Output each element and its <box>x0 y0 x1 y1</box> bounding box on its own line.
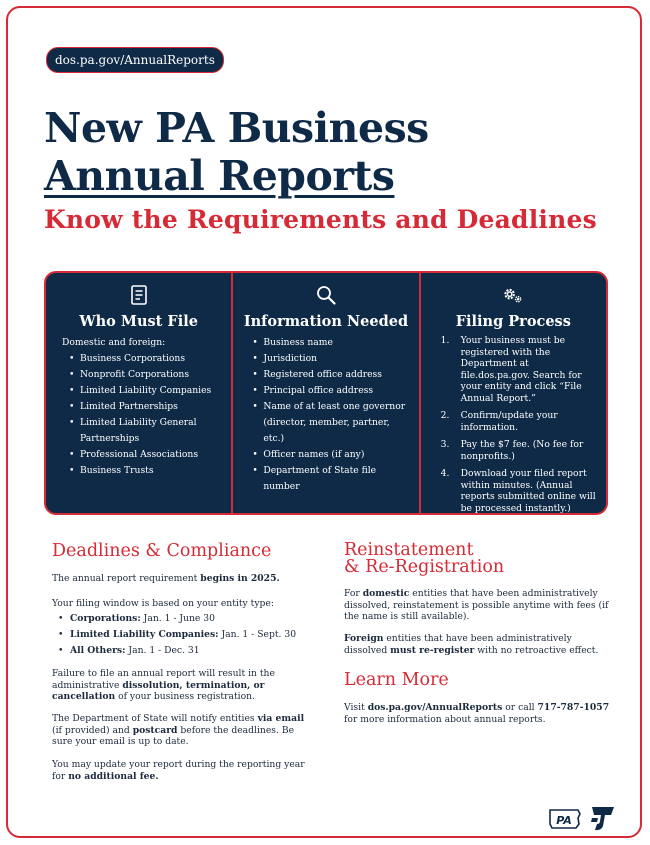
list-item: • Officer names (if any) <box>249 447 408 463</box>
list-item: • Professional Associations <box>66 447 221 463</box>
step-number: 3. <box>440 439 450 450</box>
step-text: Download your filed report within minutes. (Annual reports submitted online will be processed instantly.) <box>460 468 596 514</box>
date-range: Jan. 1 - June 30 <box>140 613 215 624</box>
deadlines-intro <box>52 573 312 585</box>
text: Failure to file an annual report will result in the administrative <box>52 668 275 691</box>
list-item: • Limited Liability General Partnerships <box>66 415 221 447</box>
page-subtitle: Know the Requirements and Deadlines <box>44 205 597 234</box>
who-must-file-heading: Who Must File <box>79 313 198 330</box>
reinstatement-heading <box>344 542 504 576</box>
emphasis: no additional fee. <box>68 770 159 782</box>
entity-label: All Others: <box>70 645 126 656</box>
emphasis: postcard <box>132 724 178 736</box>
emphasis: must re-register <box>390 644 475 656</box>
text: or call <box>502 702 538 713</box>
list-item: • Registered office address <box>249 367 408 383</box>
list-item <box>441 410 596 433</box>
deadline-list <box>52 611 296 659</box>
list-item: • Jurisdiction <box>249 351 408 367</box>
text: (if provided) and <box>52 724 133 736</box>
step-number: 4. <box>440 468 450 479</box>
text: with no retroactive effect. <box>474 644 599 656</box>
text: The Department of State will notify entities <box>52 713 258 724</box>
information-list <box>249 335 408 495</box>
gears-icon <box>502 284 524 306</box>
filing-process-column <box>419 273 606 513</box>
list-item: • Name of at least one governor (director, member, partner, etc.) <box>249 399 408 447</box>
list-item <box>441 468 596 514</box>
heading-line: Reinstatement <box>344 540 474 560</box>
emphasis: dissolution, termination, or cancellation <box>52 679 265 702</box>
text: of your business registration. <box>115 691 255 702</box>
information-needed-column <box>231 273 418 513</box>
who-must-file-column <box>46 273 231 513</box>
pa-logo-icon <box>550 810 580 828</box>
failure-warning <box>52 668 308 703</box>
text: The annual report requirement <box>52 573 201 584</box>
entity-type-list <box>62 351 221 479</box>
list-item: • Business name <box>249 335 408 351</box>
deadlines-heading: Deadlines & Compliance <box>52 541 272 561</box>
list-item <box>52 611 296 627</box>
update-text <box>52 759 308 782</box>
list-item: • Limited Partnerships <box>66 399 221 415</box>
list-item: • Nonprofit Corporations <box>66 367 221 383</box>
learn-more-heading: Learn More <box>344 670 449 690</box>
domestic-text <box>344 588 614 623</box>
emphasis: domestic <box>362 588 410 599</box>
text: entities that have been administratively dissolved <box>344 633 572 656</box>
text: Visit <box>344 702 368 713</box>
entity-label: Corporations: <box>70 613 141 624</box>
information-needed-heading: Information Needed <box>243 313 409 330</box>
filing-window-text: Your filing window is based on your entity type: <box>52 598 274 609</box>
list-item: • Principal office address <box>249 383 408 399</box>
filing-process-heading: Filing Process <box>455 313 571 330</box>
list-item <box>441 439 596 462</box>
step-text: Your business must be registered with the Department at file.dos.pa.gov. Search for your entity and click “File Annual Report.” <box>460 335 582 404</box>
emphasis: begins in 2025. <box>200 573 280 584</box>
list-item <box>52 627 296 643</box>
who-intro: Domestic and foreign: <box>62 337 166 348</box>
list-item: • Business Corporations <box>66 351 221 367</box>
title-line-2: Annual Reports <box>44 152 395 200</box>
keystone-logo-icon <box>591 807 614 830</box>
learn-more-text <box>344 702 614 725</box>
page-title <box>44 104 429 200</box>
document-icon <box>128 284 150 306</box>
text: before the deadlines. Be sure your email is up to date. <box>52 724 295 747</box>
heading-line: & Re-Registration <box>344 557 505 577</box>
url-badge[interactable]: dos.pa.gov/AnnualReports <box>46 47 224 73</box>
step-number: 1. <box>440 335 450 346</box>
pa-logo-text: PA <box>556 814 572 827</box>
list-item: • Business Trusts <box>66 463 221 479</box>
step-text: Pay the $7 fee. (No fee for nonprofits.) <box>460 439 584 462</box>
search-icon <box>315 284 337 306</box>
step-number: 2. <box>440 410 450 421</box>
emphasis: via email <box>257 713 305 724</box>
text: For <box>344 588 363 599</box>
notification-text <box>52 713 308 748</box>
text: entities that have been administratively dissolved, reinstatement is possible anytime with fees (if the name is still available). <box>344 588 609 622</box>
title-line-1: New PA Business <box>44 104 429 152</box>
filing-steps-list <box>441 335 596 514</box>
text: You may update your report during the reporting year for <box>52 759 305 782</box>
date-range: Jan. 1 - Sept. 30 <box>218 629 297 640</box>
entity-label: Limited Liability Companies: <box>70 629 219 640</box>
list-item <box>441 335 596 404</box>
list-item <box>52 643 296 659</box>
step-text: Confirm/update your information. <box>460 410 558 433</box>
requirements-panel <box>44 271 608 515</box>
list-item: • Department of State file number <box>249 463 408 495</box>
website-link[interactable]: dos.pa.gov/AnnualReports <box>367 702 503 713</box>
foreign-text <box>344 633 614 656</box>
text: for more information about annual reports. <box>344 713 546 725</box>
phone-number[interactable]: 717-787-1057 <box>537 702 610 713</box>
emphasis: Foreign <box>344 633 384 644</box>
list-item: • Limited Liability Companies <box>66 383 221 399</box>
date-range: Jan. 1 - Dec. 31 <box>125 645 200 656</box>
footer-logos <box>548 804 618 832</box>
